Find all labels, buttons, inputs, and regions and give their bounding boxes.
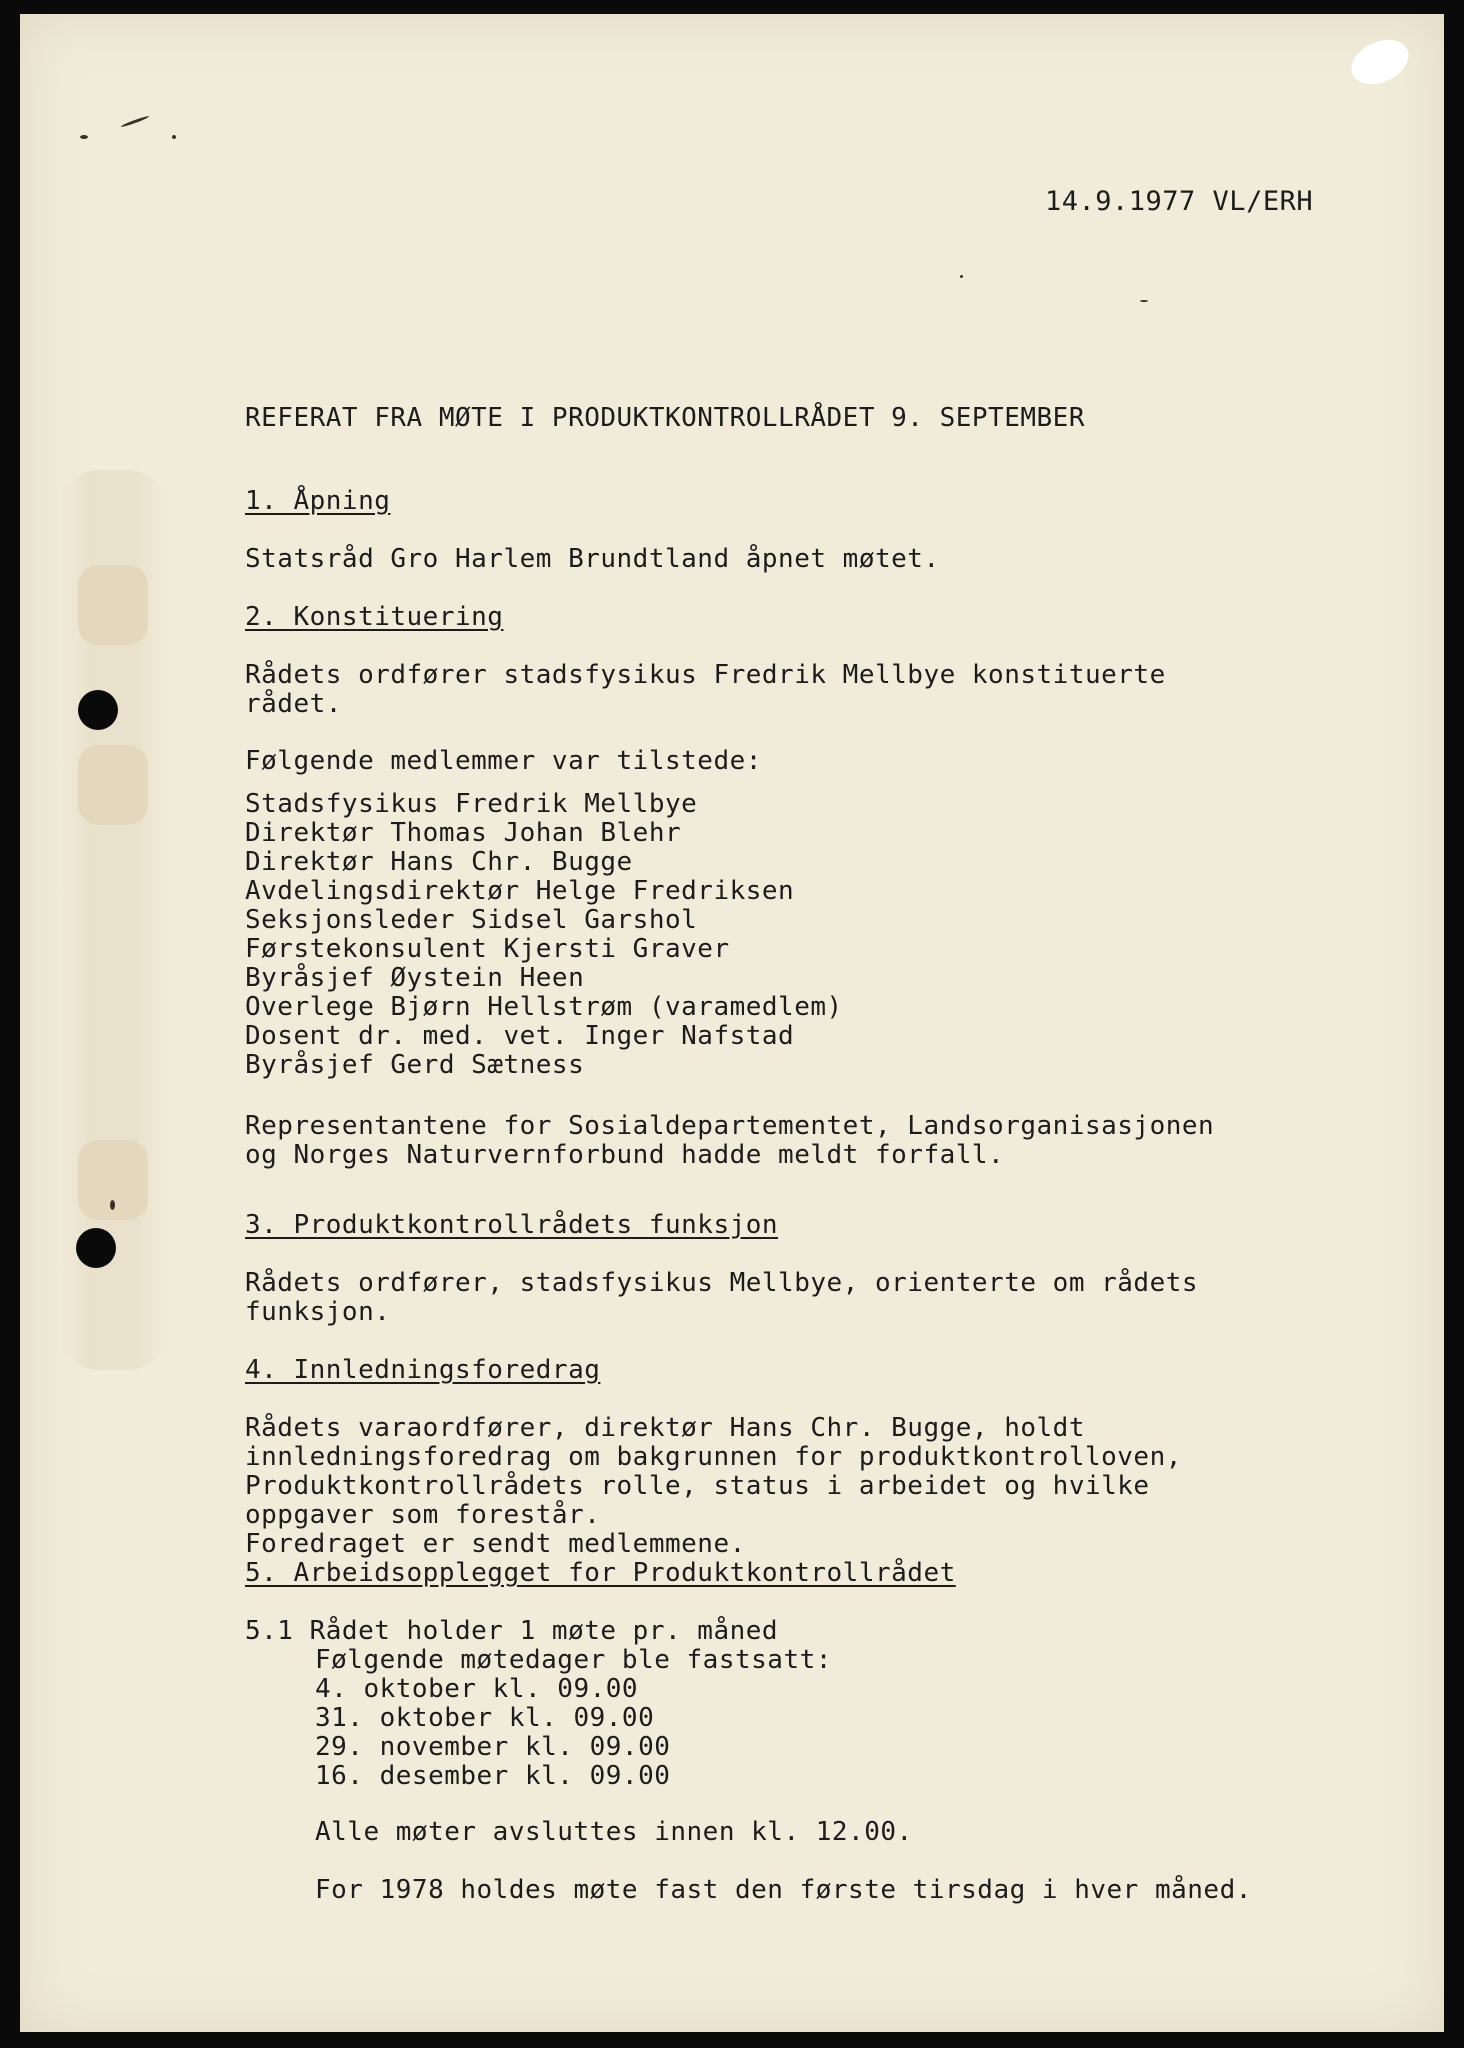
members-intro	[245, 747, 762, 776]
meeting-date: 29. november kl. 09.00	[315, 1732, 671, 1762]
section-3	[245, 1211, 778, 1240]
meeting-date: 4. oktober kl. 09.00	[315, 1674, 639, 1704]
member-item: Seksjonsleder Sidsel Garshol	[245, 905, 698, 935]
section-5-heading: 5. Arbeidsopplegget for Produktkontrollrådet	[245, 1558, 956, 1588]
member-item: Avdelingsdirektør Helge Fredriksen	[245, 876, 795, 906]
binder-pad	[78, 745, 148, 825]
next-year-note	[245, 1876, 1252, 1905]
ink-speck	[172, 135, 176, 139]
document-reference: 14.9.1977 VL/ERH	[1045, 186, 1314, 217]
closing-time-note	[245, 1818, 913, 1847]
binder-pad	[78, 565, 148, 645]
paragraph-line: Foredraget er sendt medlemmene.	[245, 1529, 746, 1559]
section-3-heading: 3. Produktkontrollrådets funksjon	[245, 1210, 779, 1240]
closing-time-text: Alle møter avsluttes innen kl. 12.00.	[315, 1817, 913, 1847]
paragraph-line: innledningsforedrag om bakgrunnen for produktkontrolloven,	[245, 1442, 1182, 1472]
section-1-body	[245, 545, 940, 574]
paragraph-line: Produktkontrollrådets rolle, status i arbeidet og hvilke	[245, 1471, 1150, 1501]
member-item: Stadsfysikus Fredrik Mellbye	[245, 789, 698, 819]
next-year-text: For 1978 holdes møte fast den første tirsdag i hver måned.	[315, 1875, 1252, 1905]
paragraph-line: Representantene for Sosialdepartementet, Landsorganisasjonen	[245, 1111, 1215, 1141]
section-1-heading: 1. Åpning	[245, 486, 391, 516]
members-intro-text: Følgende medlemmer var tilstede:	[245, 746, 762, 776]
section-5-body	[245, 1617, 832, 1791]
paragraph-line: Rådets ordfører stadsfysikus Fredrik Mellbye konstituerte	[245, 660, 1166, 690]
section-2	[245, 603, 503, 632]
ink-speck	[110, 1200, 115, 1210]
paragraph-line: og Norges Naturvernforbund hadde meldt forfall.	[245, 1140, 1005, 1170]
section-3-body	[245, 1269, 1198, 1327]
section-4	[245, 1356, 600, 1385]
punch-hole	[76, 1228, 116, 1268]
ink-speck	[1140, 300, 1148, 302]
paragraph-line: oppgaver som forestår.	[245, 1500, 601, 1530]
member-item: Direktør Thomas Johan Blehr	[245, 818, 682, 848]
dates-intro: Følgende møtedager ble fastsatt:	[315, 1645, 832, 1675]
ink-speck	[960, 275, 963, 278]
meeting-date: 31. oktober kl. 09.00	[315, 1703, 655, 1733]
item-5-1: 5.1 Rådet holder 1 møte pr. måned	[245, 1616, 779, 1646]
member-item: Byråsjef Gerd Sætness	[245, 1050, 585, 1080]
member-item: Byråsjef Øystein Heen	[245, 963, 585, 993]
members-list	[245, 790, 843, 1080]
member-item: Direktør Hans Chr. Bugge	[245, 847, 633, 877]
member-item: Dosent dr. med. vet. Inger Nafstad	[245, 1021, 795, 1051]
meeting-date: 16. desember kl. 09.00	[315, 1761, 671, 1791]
paragraph-line: Rådets ordfører, stadsfysikus Mellbye, orienterte om rådets	[245, 1268, 1199, 1298]
punch-hole	[78, 690, 118, 730]
section-2-body	[245, 661, 1166, 719]
absent-note	[245, 1112, 1214, 1170]
member-item: Overlege Bjørn Hellstrøm (varamedlem)	[245, 992, 843, 1022]
member-item: Førstekonsulent Kjersti Graver	[245, 934, 730, 964]
ink-speck	[80, 135, 88, 139]
section-1	[245, 487, 390, 516]
section-4-heading: 4. Innledningsforedrag	[245, 1355, 601, 1385]
section-1-text: Statsråd Gro Harlem Brundtland åpnet møtet.	[245, 544, 940, 574]
document-title: REFERAT FRA MØTE I PRODUKTKONTROLLRÅDET 9. SEPTEMBER	[245, 403, 1085, 433]
paragraph-line: rådet.	[245, 689, 342, 719]
paragraph-line: Rådets varaordfører, direktør Hans Chr. Bugge, holdt	[245, 1413, 1085, 1443]
section-5	[245, 1559, 956, 1588]
section-2-heading: 2. Konstituering	[245, 602, 504, 632]
section-4-body	[245, 1414, 1182, 1559]
paragraph-line: funksjon.	[245, 1297, 391, 1327]
